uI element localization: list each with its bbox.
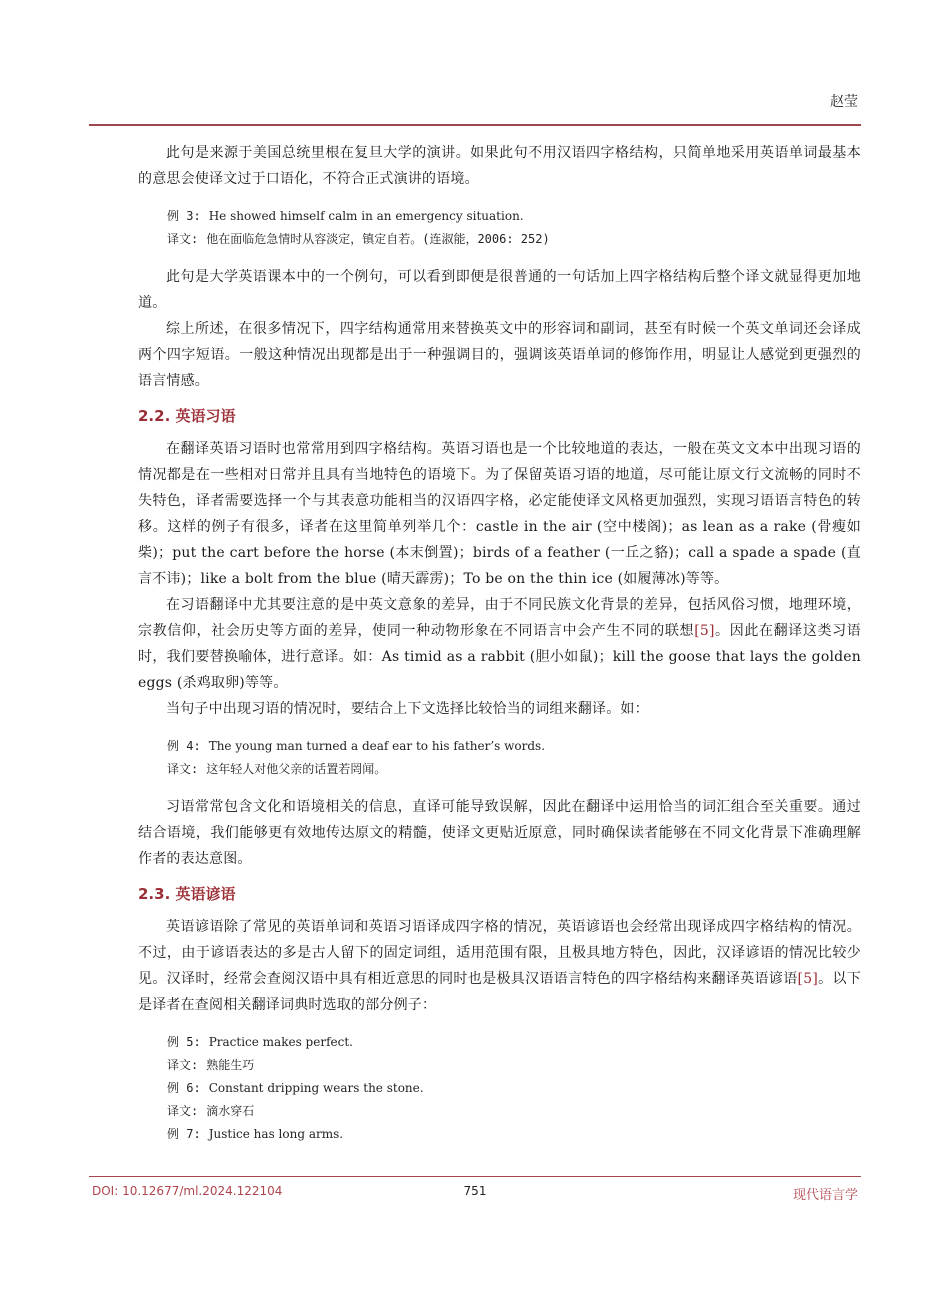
example-6-translation-tag: 译文:	[167, 1104, 199, 1118]
examples-5-7	[138, 1031, 861, 1146]
example-3-tag: 例 3:	[167, 209, 201, 223]
example-4-source: The young man turned a deaf ear to his father’s words.	[208, 739, 546, 753]
running-header-author: 赵莹	[830, 94, 858, 110]
page-number: 751	[463, 1184, 487, 1198]
paragraph-7: 习语常常包含文化和语境相关的信息，直译可能导致误解，因此在翻译中运用恰当的词汇组合至关重要。通过结合语境，我们能够更有效地传达原文的精髓，使译文更贴近原意，同时确保读者能够在不同文化背景下准确理解作者的表达意图。	[138, 799, 861, 867]
example-5-source: Practice makes perfect.	[208, 1035, 353, 1049]
footer-divider	[89, 1176, 861, 1177]
page-footer	[92, 1184, 858, 1204]
paragraph-1: 此句是来源于美国总统里根在复旦大学的演讲。如果此句不用汉语四字格结构，只简单地采用英语单词最基本的意思会使译文过于口语化，不符合正式演讲的语境。	[138, 145, 861, 187]
section-heading-2-3: 2.3. 英语谚语	[138, 885, 236, 903]
example-3-translation-tag: 译文:	[167, 232, 199, 246]
example-4-tag: 例 4:	[167, 739, 201, 753]
paragraph-2: 此句是大学英语课本中的一个例句，可以看到即便是很普通的一句话加上四字格结构后整个译文就显得更加地道。	[138, 269, 861, 311]
section-heading-2-2: 2.2. 英语习语	[138, 407, 236, 425]
main-content	[138, 140, 861, 1159]
example-5-translation: 熟能生巧	[206, 1058, 255, 1072]
example-4	[138, 735, 861, 781]
paragraph-5-text-b: 。因此在翻译这类习语时，我们要替换喻体，进行意译。如：As timid as a rabbit (胆小如鼠)；kill the goose that lays the golden eggs (杀鸡取卵)等等。	[138, 623, 861, 691]
example-6-tag: 例 6:	[167, 1081, 201, 1095]
paragraph-4: 在翻译英语习语时也常常用到四字格结构。英语习语也是一个比较地道的表达，一般在英文文本中出现习语的情况都是在一些相对日常并且具有当地特色的语境下。为了保留英语习语的地道，尽可能让原文行文流畅的同时不失特色，译者需要选择一个与其表意功能相当的汉语四字格，必定能使译文风格更加强烈，实现习语语言特色的转移。这样的例子有很多，译者在这里简单列举几个：castle in the air (空中楼阁)；as lean as a rake (骨瘦如柴)；put the cart before the horse (本末倒置)；birds of a feather (一丘之貉)；call a spade a spade (直言不讳)；like a bolt from the blue (晴天霹雳)；To be on the thin ice (如履薄冰)等等。	[138, 441, 861, 587]
journal-name: 现代语言学	[792, 1188, 858, 1203]
example-3-source: He showed himself calm in an emergency situation.	[208, 209, 524, 223]
example-6-source: Constant dripping wears the stone.	[208, 1081, 424, 1095]
paragraph-5	[138, 592, 861, 696]
example-3	[138, 205, 861, 251]
example-5-translation-tag: 译文:	[167, 1058, 199, 1072]
example-7-tag: 例 7:	[167, 1127, 201, 1141]
paragraph-8-text-b: 。以下是译者在查阅相关翻译词典时选取的部分例子：	[138, 971, 861, 1013]
example-3-translation: 他在面临危急情时从容淡定，镇定自若。(连淑能，2006: 252)	[206, 232, 550, 246]
paragraph-8-text-a: 英语谚语除了常见的英语单词和英语习语译成四字格的情况，英语谚语也会经常出现译成四字格结构的情况。不过，由于谚语表达的多是古人留下的固定词组，适用范围有限，且极具地方特色，因此，汉译谚语的情况比较少见。汉译时，经常会查阅汉语中具有相近意思的同时也是极具汉语语言特色的四字格结构来翻译英语谚语	[138, 919, 861, 987]
citation-link[interactable]: [5]	[694, 623, 715, 639]
doi-link[interactable]: DOI: 10.12677/ml.2024.122104	[92, 1184, 283, 1198]
citation-link[interactable]: [5]	[797, 971, 818, 987]
paragraph-8	[138, 914, 861, 1018]
header-divider	[89, 124, 861, 126]
example-4-translation-tag: 译文:	[167, 762, 199, 776]
example-4-translation: 这年轻人对他父亲的话置若罔闻。	[206, 762, 387, 776]
paragraph-5-text-a: 在习语翻译中尤其要注意的是中英文意象的差异，由于不同民族文化背景的差异，包括风俗习惯，地理环境，宗教信仰，社会历史等方面的差异，使同一种动物形象在不同语言中会产生不同的联想	[138, 597, 861, 639]
example-6-translation: 滴水穿石	[206, 1104, 255, 1118]
example-5-tag: 例 5:	[167, 1035, 201, 1049]
paragraph-6: 当句子中出现习语的情况时，要结合上下文选择比较恰当的词组来翻译。如：	[166, 701, 649, 717]
paragraph-3: 综上所述，在很多情况下，四字结构通常用来替换英文中的形容词和副词，甚至有时候一个英文单词还会译成两个四字短语。一般这种情况出现都是出于一种强调目的，强调该英语单词的修饰作用，明显让人感觉到更强烈的语言情感。	[138, 321, 861, 389]
example-7-source: Justice has long arms.	[208, 1127, 344, 1141]
